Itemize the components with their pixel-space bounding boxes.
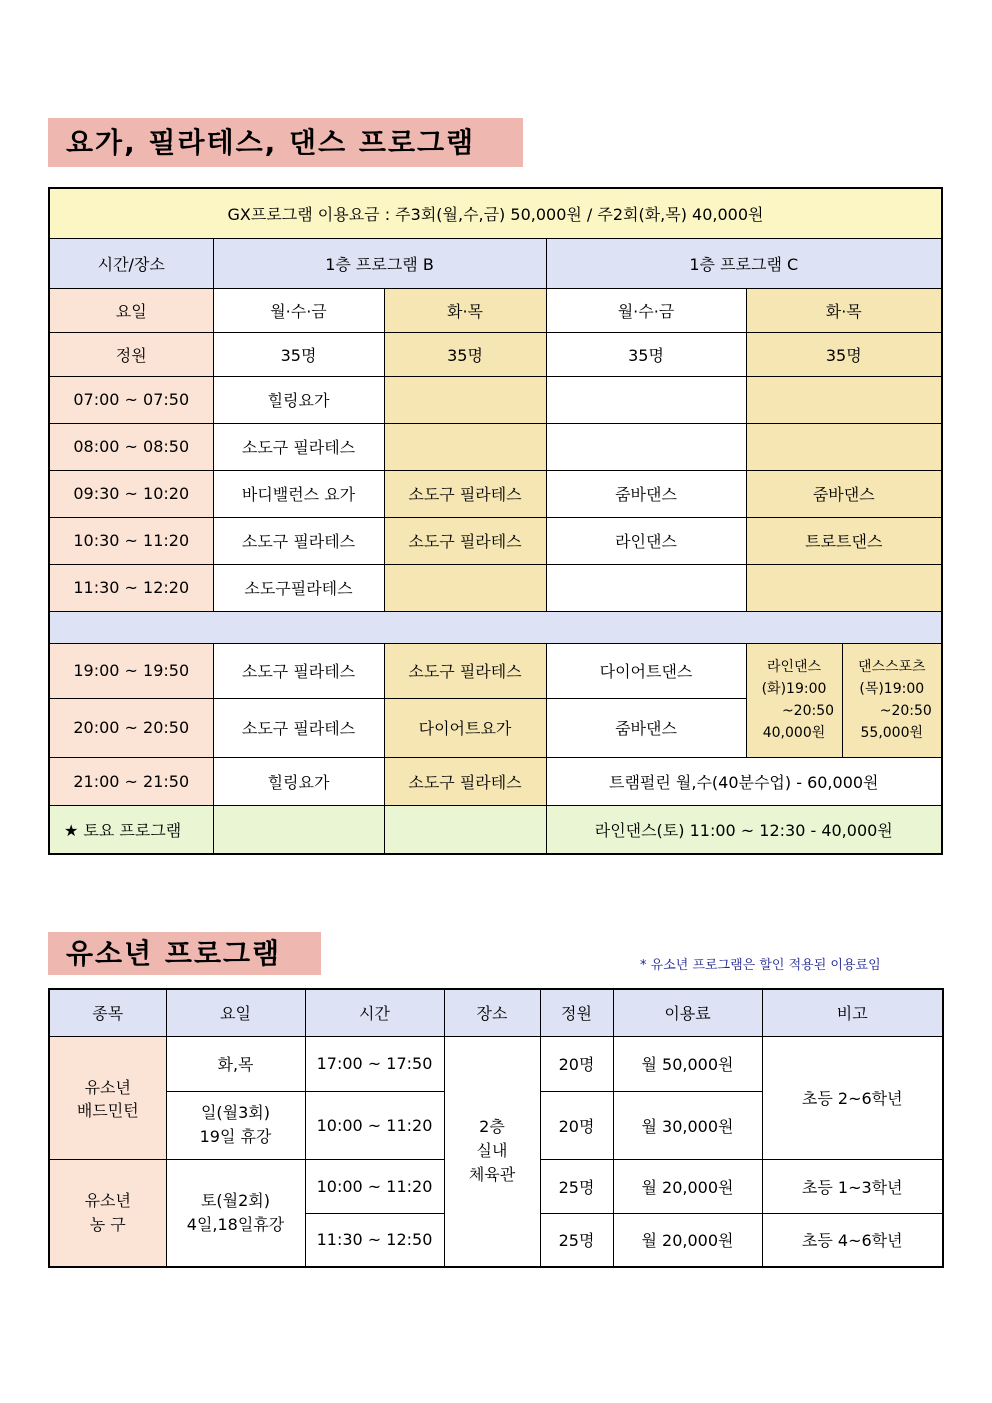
class-cell: 줌바댄스	[546, 470, 746, 517]
class-cell	[546, 423, 746, 470]
class-cell: 다이어트댄스	[546, 643, 746, 698]
saturday-b-mwf	[213, 805, 384, 854]
time-cell: 19:00 ~ 19:50	[49, 643, 213, 698]
header-program-b: 1층 프로그램 B	[213, 238, 546, 288]
badminton-fee-2: 월 30,000원	[613, 1091, 762, 1159]
badminton-name-line2: 배드민턴	[76, 1100, 139, 1120]
youth-program-table	[48, 988, 944, 1268]
days-c-tt: 화·목	[746, 288, 942, 332]
badminton-capacity-2: 20명	[540, 1091, 613, 1159]
class-cell: 줌바댄스	[546, 698, 746, 757]
class-cell: 줌바댄스	[746, 470, 942, 517]
place-line3: 체육관	[468, 1165, 516, 1185]
badminton-name-line1: 유소년	[84, 1077, 131, 1097]
time-cell: 10:30 ~ 11:20	[49, 517, 213, 564]
class-cell	[384, 564, 546, 611]
class-cell: 힐링요가	[213, 757, 384, 805]
badminton-fee-1: 월 50,000원	[613, 1036, 762, 1091]
basketball-fee-1: 월 20,000원	[613, 1159, 762, 1213]
class-cell: 소도구 필라테스	[213, 643, 384, 698]
time-cell: 08:00 ~ 08:50	[49, 423, 213, 470]
basketball-time-2: 11:30 ~ 12:50	[305, 1213, 444, 1267]
saturday-line-dance-cell: 라인댄스(토) 11:00 ~ 12:30 - 40,000원	[546, 805, 942, 854]
dance-sport-day: (목)19:00	[859, 681, 925, 697]
class-cell: 다이어트요가	[384, 698, 546, 757]
trampoline-cell: 트램펄린 월,수(40분수업) - 60,000원	[546, 757, 942, 805]
section-title-youth: 유소년 프로그램	[48, 932, 321, 975]
class-cell	[746, 376, 942, 423]
capacity-b-mwf: 35명	[213, 332, 384, 376]
time-cell: 07:00 ~ 07:50	[49, 376, 213, 423]
basketball-days-line1: 토(월2회)	[200, 1190, 271, 1210]
header-place: 장소	[444, 989, 540, 1036]
class-cell: 소도구필라테스	[213, 564, 384, 611]
basketball-note-2: 초등 4~6학년	[762, 1213, 943, 1267]
badminton-note: 초등 2~6학년	[762, 1036, 943, 1159]
dance-sport-name: 댄스스포츠	[857, 659, 926, 675]
class-cell: 소도구 필라테스	[213, 423, 384, 470]
badminton-time-1: 17:00 ~ 17:50	[305, 1036, 444, 1091]
dance-sport-fee: 55,000원	[860, 725, 924, 741]
badminton-days-2	[166, 1091, 305, 1159]
days-c-mwf: 월·수·금	[546, 288, 746, 332]
header-days: 요일	[166, 989, 305, 1036]
class-cell	[546, 564, 746, 611]
separator-row	[49, 611, 942, 643]
line-dance-special-cell	[746, 643, 842, 757]
capacity-b-tt: 35명	[384, 332, 546, 376]
line-dance-end: ~20:50	[781, 703, 835, 719]
header-program-c: 1층 프로그램 C	[546, 238, 942, 288]
basketball-note-1: 초등 1~3학년	[762, 1159, 943, 1213]
badminton-days-2-line2: 19일 휴강	[199, 1127, 272, 1146]
header-time-place: 시간/장소	[49, 238, 213, 288]
class-cell	[384, 376, 546, 423]
header-note: 비고	[762, 989, 943, 1036]
time-cell: 20:00 ~ 20:50	[49, 698, 213, 757]
class-cell	[546, 376, 746, 423]
saturday-label: ★ 토요 프로그램	[49, 805, 213, 854]
badminton-capacity-1: 20명	[540, 1036, 613, 1091]
class-cell: 라인댄스	[546, 517, 746, 564]
class-cell: 소도구 필라테스	[213, 517, 384, 564]
class-cell: 소도구 필라테스	[384, 643, 546, 698]
badminton-name	[49, 1036, 166, 1159]
basketball-days-line2: 4일,18일휴강	[186, 1214, 285, 1234]
days-b-mwf: 월·수·금	[213, 288, 384, 332]
badminton-days-2-line1: 일(월3회)	[200, 1103, 271, 1122]
header-sport: 종목	[49, 989, 166, 1036]
capacity-c-mwf: 35명	[546, 332, 746, 376]
line-dance-name: 라인댄스	[766, 659, 822, 675]
time-cell: 11:30 ~ 12:20	[49, 564, 213, 611]
basketball-days	[166, 1159, 305, 1267]
line-dance-fee: 40,000원	[762, 725, 826, 741]
section-title-fitness: 요가, 필라테스, 댄스 프로그램	[48, 118, 523, 167]
class-cell: 소도구 필라테스	[384, 757, 546, 805]
youth-discount-note: * 유소년 프로그램은 할인 적용된 이용료임	[640, 958, 881, 973]
class-cell: 바디밸런스 요가	[213, 470, 384, 517]
class-cell: 소도구 필라테스	[213, 698, 384, 757]
capacity-label: 정원	[49, 332, 213, 376]
class-cell	[384, 423, 546, 470]
badminton-days-1: 화,목	[166, 1036, 305, 1091]
line-dance-day: (화)19:00	[761, 681, 827, 697]
basketball-name-line1: 유소년	[84, 1190, 131, 1210]
fee-banner: GX프로그램 이용요금 : 주3회(월,수,금) 50,000원 / 주2회(화,목) 40,000원	[49, 188, 942, 238]
time-cell: 09:30 ~ 10:20	[49, 470, 213, 517]
basketball-fee-2: 월 20,000원	[613, 1213, 762, 1267]
header-fee: 이용료	[613, 989, 762, 1036]
class-cell	[746, 423, 942, 470]
dance-sport-special-cell	[842, 643, 942, 757]
header-time: 시간	[305, 989, 444, 1036]
header-capacity: 정원	[540, 989, 613, 1036]
basketball-name	[49, 1159, 166, 1267]
basketball-capacity-2: 25명	[540, 1213, 613, 1267]
class-cell: 소도구 필라테스	[384, 470, 546, 517]
days-label: 요일	[49, 288, 213, 332]
dance-sport-end: ~20:50	[879, 703, 932, 719]
place-line1: 2층	[479, 1117, 505, 1137]
basketball-name-line2: 농 구	[89, 1214, 126, 1234]
saturday-b-tt	[384, 805, 546, 854]
class-cell: 트로트댄스	[746, 517, 942, 564]
capacity-c-tt: 35명	[746, 332, 942, 376]
place-line2: 실내	[476, 1141, 508, 1161]
fitness-schedule-table	[48, 187, 943, 855]
badminton-time-2: 10:00 ~ 11:20	[305, 1091, 444, 1159]
days-b-tt: 화·목	[384, 288, 546, 332]
class-cell: 소도구 필라테스	[384, 517, 546, 564]
class-cell: 힐링요가	[213, 376, 384, 423]
class-cell	[746, 564, 942, 611]
time-cell: 21:00 ~ 21:50	[49, 757, 213, 805]
basketball-capacity-1: 25명	[540, 1159, 613, 1213]
basketball-time-1: 10:00 ~ 11:20	[305, 1159, 444, 1213]
place-cell	[444, 1036, 540, 1267]
